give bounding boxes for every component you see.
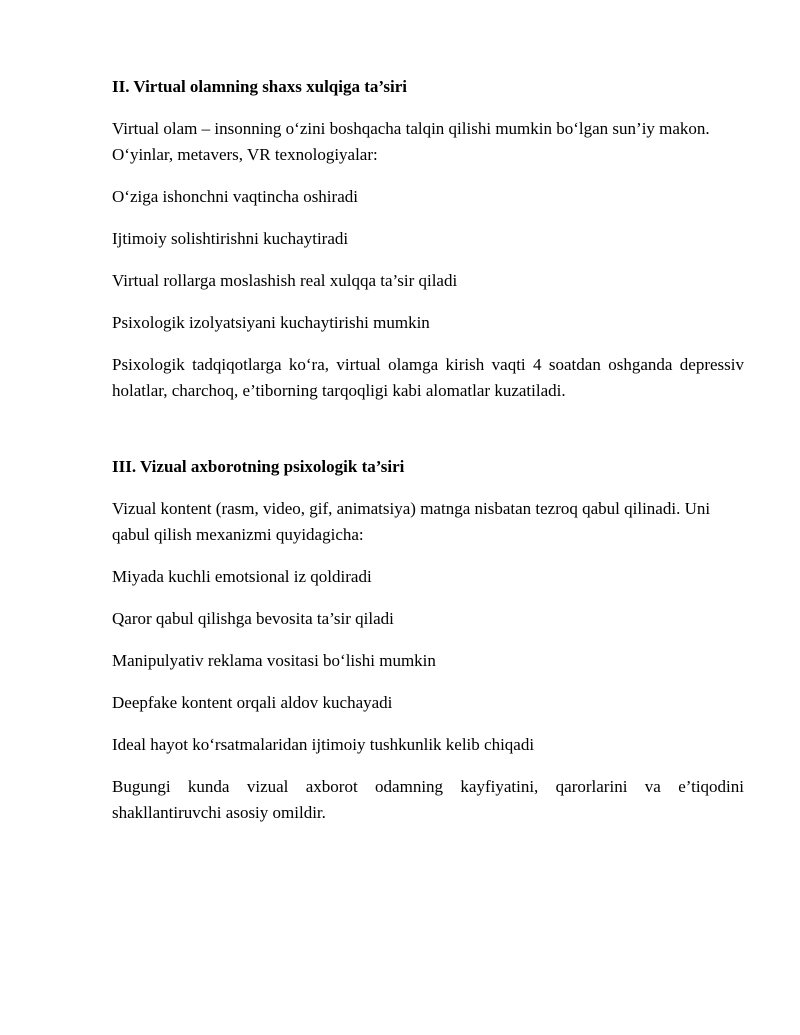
list-item: Ijtimoiy solishtirishni kuchaytiradi <box>112 229 349 248</box>
list-item: Miyada kuchli emotsional iz qoldiradi <box>112 567 372 586</box>
list-item: Ideal hayot ko‘rsatmalaridan ijtimoiy tushkunlik kelib chiqadi <box>112 735 535 754</box>
section-intro-virtual-world: Virtual olam – insonning o‘zini boshqacha talqin qilishi mumkin bo‘lgan sun’iy makon. O‘yinlar, metavers, VR texnologiyalar: <box>112 119 710 164</box>
list-item: Deepfake kontent orqali aldov kuchayadi <box>112 693 393 712</box>
list-item: O‘ziga ishonchni vaqtincha oshiradi <box>112 187 358 206</box>
list-item: Qaror qabul qilishga bevosita ta’sir qiladi <box>112 609 394 628</box>
list-item: Psixologik izolyatsiyani kuchaytirishi mumkin <box>112 313 430 332</box>
section-intro-visual-info: Vizual kontent (rasm, video, gif, animatsiya) matnga nisbatan tezroq qabul qilinadi. Uni qabul qilish mexanizmi quyidagicha: <box>112 499 711 544</box>
section-heading-visual-info: III. Vizual axborotning psixologik ta’siri <box>112 457 405 476</box>
section-conclusion-virtual-world: Psixologik tadqiqotlarga ko‘ra, virtual olamga kirish vaqti 4 soatdan oshganda depressiv holatlar, charchoq, e’tiborning tarqoqligi kabi alomatlar kuzatiladi. <box>112 355 744 400</box>
section-spacer <box>112 420 744 454</box>
section-heading-virtual-world: II. Virtual olamning shaxs xulqiga ta’siri <box>112 77 408 96</box>
section-conclusion-visual-info: Bugungi kunda vizual axborot odamning kayfiyatini, qarorlarini va e’tiqodini shakllantiruvchi asosiy omildir. <box>112 777 744 822</box>
document-page <box>112 74 744 842</box>
list-item: Manipulyativ reklama vositasi bo‘lishi mumkin <box>112 651 436 670</box>
list-item: Virtual rollarga moslashish real xulqqa ta’sir qiladi <box>112 271 458 290</box>
